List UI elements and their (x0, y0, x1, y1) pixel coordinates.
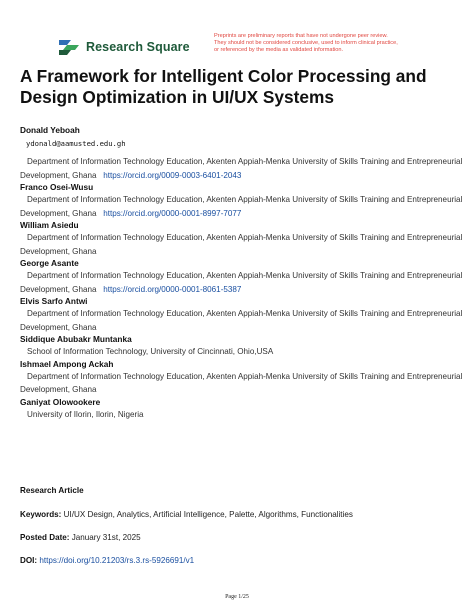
keywords-label: Keywords: (20, 510, 62, 519)
author-name: Ganiyat Olowookere (20, 396, 101, 407)
author-list (20, 125, 470, 421)
author-block (20, 397, 470, 422)
author-block (20, 334, 470, 359)
logo-text: Research Square (86, 40, 190, 54)
author-block (20, 182, 470, 220)
author-affiliation (20, 307, 470, 334)
keywords (20, 510, 460, 519)
paper-title: A Framework for Intelligent Color Processing and Design Optimization in UI/UX Systems (20, 66, 427, 107)
author-name: George Asante (20, 258, 79, 268)
orcid-link[interactable]: https://orcid.org/0009-0003-6401-2043 (103, 170, 242, 180)
research-square-logo-icon (57, 37, 81, 57)
author-block (20, 258, 470, 296)
author-affiliation (20, 155, 470, 182)
affiliation-text: School of Information Technology, University of Cincinnati, Ohio,USA (27, 347, 274, 356)
author-affiliation (20, 345, 470, 359)
author-affiliation (20, 231, 470, 258)
affiliation-text: Department of Information Technology Education, Akenten Appiah-Menka University of Skills Training and Entrepreneurial Development, Ghana (20, 309, 463, 332)
affiliation-text: Department of Information Technology Education, Akenten Appiah-Menka University of Skills Training and Entrepreneurial Development, Ghana (20, 371, 463, 394)
author-name: William Asiedu (20, 220, 79, 230)
article-type (20, 486, 460, 495)
author-block (20, 125, 470, 182)
affiliation-text: Department of Information Technology Education, Akenten Appiah-Menka University of Skills Training and Entrepreneurial Development, Ghana (20, 271, 463, 294)
author-block (20, 296, 470, 334)
affiliation-text: Department of Information Technology Education, Akenten Appiah-Menka University of Skills Training and Entrepreneurial Development, Ghana (20, 157, 463, 180)
affiliation-text: University of Ilorin, Ilorin, Nigeria (27, 409, 144, 419)
doi-link[interactable]: https://doi.org/10.21203/rs.3.rs-5926691/v1 (39, 556, 195, 565)
author-affiliation (20, 408, 470, 422)
posted-date (20, 533, 460, 542)
header (0, 0, 474, 64)
author-block (20, 220, 470, 258)
orcid-link[interactable]: https://orcid.org/0000-0001-8997-7077 (103, 208, 242, 218)
author-name: Elvis Sarfo Antwi (20, 296, 88, 306)
posted-date-label: Posted Date: (20, 533, 70, 542)
research-square-logo[interactable] (57, 37, 190, 57)
author-name: Ishmael Ampong Ackah (20, 358, 114, 369)
author-email[interactable]: ydonald@aamusted.edu.gh (26, 139, 126, 148)
preprint-note-line: They should not be considered conclusive, used to inform clinical practice, (214, 40, 398, 47)
author-name: Donald Yeboah (20, 125, 80, 135)
author-name: Franco Osei-Wusu (20, 182, 94, 192)
posted-date-value: January 31st, 2025 (71, 533, 141, 542)
preprint-note-line: or referenced by the media as validated information. (214, 47, 344, 54)
article-type-label: Research Article (20, 486, 84, 495)
author-affiliation (20, 370, 470, 397)
author-affiliation (20, 269, 470, 296)
orcid-link[interactable]: https://orcid.org/0000-0001-8061-5387 (103, 284, 242, 294)
affiliation-text: Department of Information Technology Education, Akenten Appiah-Menka University of Skills Training and Entrepreneurial Development, Ghana (20, 233, 463, 256)
doi (20, 556, 460, 565)
author-affiliation (20, 193, 470, 220)
preprint-note-line: Preprints are preliminary reports that have not undergone peer review. (214, 33, 388, 39)
preprint-disclaimer (214, 33, 454, 55)
doi-label: DOI: (20, 556, 38, 565)
author-block (20, 359, 470, 397)
page-number: Page 1/25 (225, 594, 249, 600)
affiliation-text: Department of Information Technology Education, Akenten Appiah-Menka University of Skills Training and Entrepreneurial Development, Ghana (20, 195, 463, 218)
keywords-value: UI/UX Design, Analytics, Artificial Intelligence, Palette, Algorithms, Functionalities (63, 510, 353, 519)
author-name: Siddique Abubakr Muntanka (20, 334, 132, 344)
